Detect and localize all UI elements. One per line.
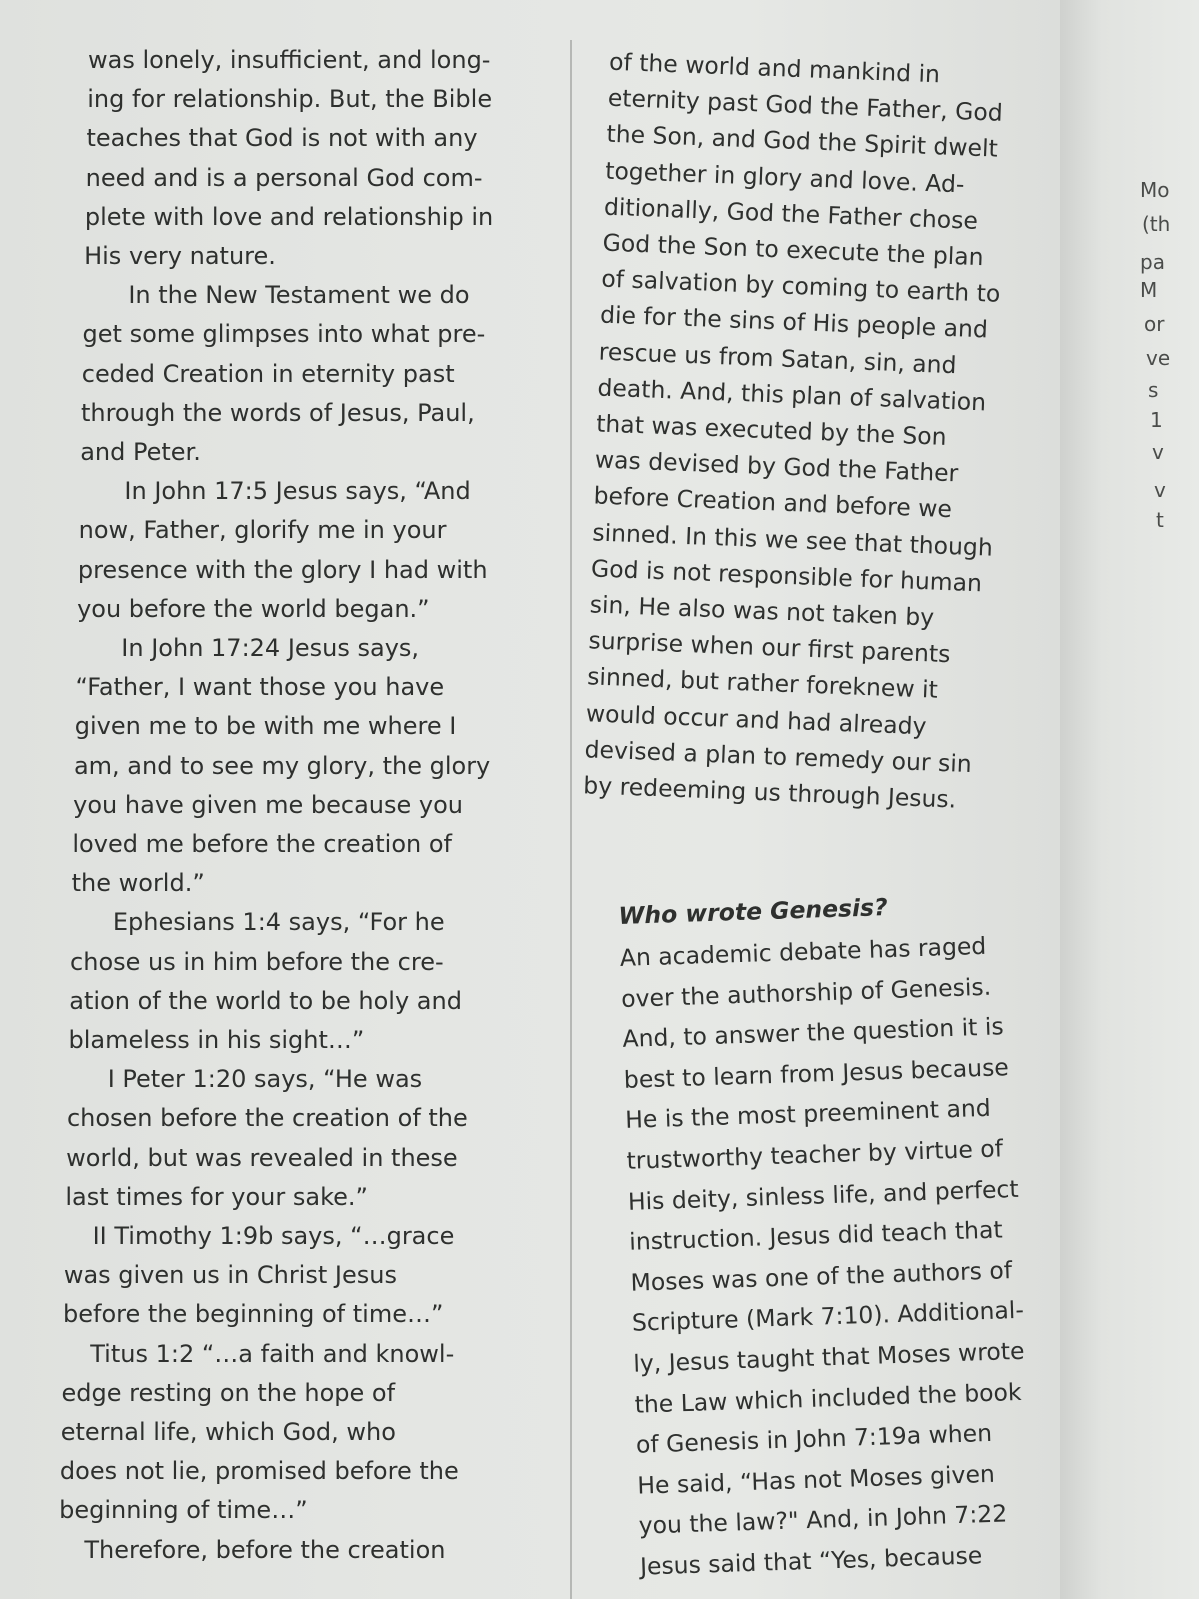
text-line: And, to answer the question it is bbox=[622, 1012, 1005, 1054]
text-line: you the law?" And, in John 7:22 bbox=[638, 1499, 1008, 1541]
text-line: In John 17:5 Jesus says, “And bbox=[124, 477, 471, 506]
text-line: and Peter. bbox=[80, 438, 201, 466]
text-line: together in glory and love. Ad- bbox=[604, 156, 965, 198]
edge-fragment: s bbox=[1148, 378, 1159, 402]
text-line: presence with the glory I had with bbox=[77, 555, 488, 584]
text-line: sin, He also was not taken by bbox=[589, 590, 935, 632]
text-line: the world.” bbox=[71, 869, 205, 898]
text-line: that was executed by the Son bbox=[595, 409, 948, 451]
edge-fragment: Mo bbox=[1140, 178, 1170, 202]
text-line: get some glimpses into what pre- bbox=[82, 320, 486, 349]
text-line: was lonely, insufficient, and long- bbox=[88, 46, 491, 74]
text-line: you before the world began.” bbox=[77, 594, 430, 623]
text-line: Titus 1:2 “…a faith and knowl- bbox=[90, 1339, 455, 1368]
column-divider bbox=[570, 40, 572, 1599]
text-line: the Law which included the book bbox=[634, 1377, 1022, 1419]
text-line: death. And, this plan of salvation bbox=[597, 373, 987, 417]
text-line: given me to be with me where I bbox=[74, 712, 457, 741]
text-line: rescue us from Satan, sin, and bbox=[598, 337, 958, 379]
text-line: God is not responsible for human bbox=[590, 554, 983, 598]
section-heading: Who wrote Genesis? bbox=[618, 893, 889, 930]
text-line: ly, Jesus taught that Moses wrote bbox=[632, 1336, 1025, 1378]
edge-fragment: t bbox=[1156, 508, 1164, 532]
edge-fragment: 1 bbox=[1150, 408, 1163, 432]
adjacent-page-edge bbox=[1060, 0, 1199, 1599]
text-line: His deity, sinless life, and perfect bbox=[627, 1174, 1019, 1216]
text-line: now, Father, glorify me in your bbox=[78, 516, 447, 545]
text-line: does not lie, promised before the bbox=[59, 1457, 459, 1486]
text-line: Therefore, before the creation bbox=[84, 1535, 446, 1564]
edge-fragment: pa bbox=[1140, 250, 1165, 274]
text-line: you have given me because you bbox=[73, 790, 464, 819]
text-line: blameless in his sight…” bbox=[68, 1026, 365, 1054]
text-line: ing for relationship. But, the Bible bbox=[87, 85, 493, 114]
text-line: need and is a personal God com- bbox=[85, 163, 483, 192]
text-line: II Timothy 1:9b says, “…grace bbox=[92, 1222, 455, 1250]
edge-fragment: (th bbox=[1142, 212, 1171, 236]
text-line: He said, “Has not Moses given bbox=[636, 1459, 996, 1500]
text-line: In John 17:24 Jesus says, bbox=[121, 634, 420, 662]
text-line: sinned. In this we see that though bbox=[591, 517, 994, 562]
text-line: sinned, but rather foreknew it bbox=[586, 662, 939, 705]
text-line: eternal life, which God, who bbox=[60, 1418, 396, 1446]
text-line: God the Son to execute the plan bbox=[602, 228, 985, 272]
text-line: would occur and had already bbox=[585, 698, 928, 740]
edge-fragment: ve bbox=[1146, 346, 1171, 370]
text-line: trustworthy teacher by virtue of bbox=[626, 1134, 1004, 1175]
edge-fragment: or bbox=[1144, 312, 1165, 336]
text-line: of Genesis in John 7:19a when bbox=[635, 1419, 993, 1459]
text-line: Ephesians 1:4 says, “For he bbox=[112, 908, 445, 937]
text-line: last times for your sake.” bbox=[65, 1182, 368, 1211]
text-line: He is the most preeminent and bbox=[624, 1094, 992, 1135]
text-line: eternity past God the Father, God bbox=[607, 83, 1004, 127]
text-line: ation of the world to be holy and bbox=[69, 986, 462, 1015]
text-line: I Peter 1:20 says, “He was bbox=[107, 1065, 423, 1094]
text-line: chosen before the creation of the bbox=[66, 1104, 468, 1133]
text-line: chose us in him before the cre- bbox=[70, 947, 444, 976]
text-line: An academic debate has raged bbox=[619, 931, 987, 972]
text-line: ditionally, God the Father chose bbox=[603, 192, 979, 235]
text-line: of the world and mankind in bbox=[608, 47, 941, 89]
text-line: over the authorship of Genesis. bbox=[620, 972, 992, 1013]
edge-fragment: M bbox=[1140, 278, 1158, 302]
text-line: was devised by God the Father bbox=[594, 445, 959, 488]
text-line: by redeeming us through Jesus. bbox=[582, 771, 957, 814]
text-line: ceded Creation in eternity past bbox=[81, 359, 455, 388]
text-line: Moses was one of the authors of bbox=[630, 1255, 1013, 1297]
text-line: instruction. Jesus did teach that bbox=[628, 1215, 1004, 1256]
text-line: teaches that God is not with any bbox=[86, 124, 478, 153]
text-line: loved me before the creation of bbox=[72, 830, 452, 858]
edge-fragment: v bbox=[1152, 440, 1164, 464]
text-line: surprise when our first parents bbox=[587, 626, 951, 669]
text-line: of salvation by coming to earth to bbox=[600, 264, 1001, 309]
text-line: edge resting on the hope of bbox=[61, 1378, 396, 1407]
text-line: best to learn from Jesus because bbox=[623, 1052, 1010, 1094]
text-line: “Father, I want those you have bbox=[75, 673, 445, 702]
text-line: through the words of Jesus, Paul, bbox=[80, 398, 475, 427]
text-line: Scripture (Mark 7:10). Additional- bbox=[631, 1296, 1025, 1338]
text-line: beginning of time…” bbox=[59, 1496, 308, 1525]
text-line: Jesus said that “Yes, because bbox=[639, 1541, 983, 1581]
text-line: was given us in Christ Jesus bbox=[63, 1261, 397, 1290]
text-line: the Son, and God the Spirit dwelt bbox=[606, 120, 999, 164]
text-line: devised a plan to remedy our sin bbox=[584, 735, 973, 778]
text-line: plete with love and relationship in bbox=[84, 202, 494, 231]
text-line: His very nature. bbox=[84, 242, 276, 270]
text-line: world, but was revealed in these bbox=[66, 1143, 458, 1172]
right-column-upper-text bbox=[582, 40, 1058, 814]
text-line: In the New Testament we do bbox=[128, 281, 470, 310]
text-line: before the beginning of time…” bbox=[63, 1300, 444, 1329]
edge-fragment: v bbox=[1154, 478, 1166, 502]
text-line: am, and to see my glory, the glory bbox=[73, 751, 491, 780]
text-line: before Creation and before we bbox=[593, 481, 953, 524]
text-line: die for the sins of His people and bbox=[599, 300, 989, 344]
